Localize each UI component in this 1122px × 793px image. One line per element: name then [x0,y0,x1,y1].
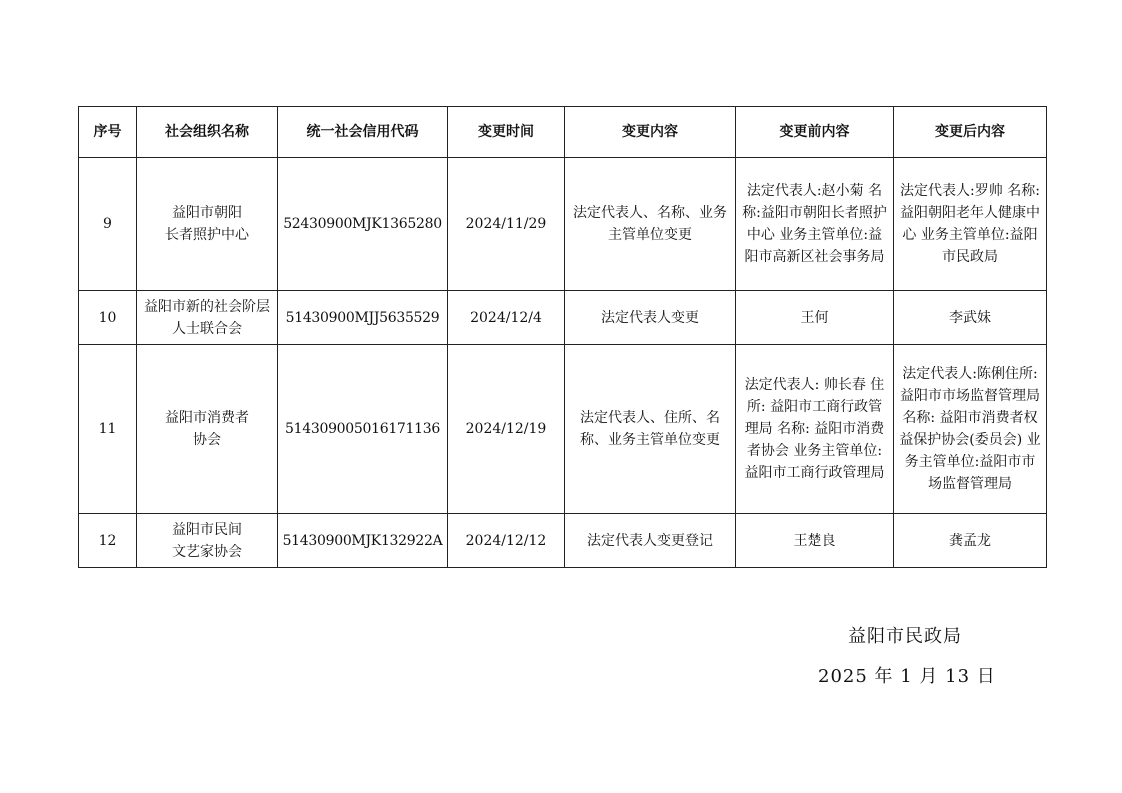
cell-after: 龚孟龙 [894,514,1047,568]
cell-org-name: 益阳市消费者 协会 [137,345,278,514]
cell-org-name: 益阳市新的社会阶层人士联合会 [137,291,278,345]
header-no: 序号 [79,107,137,158]
cell-change-content: 法定代表人变更 [565,291,736,345]
cell-no: 10 [79,291,137,345]
cell-after: 法定代表人:罗帅 名称:益阳朝阳老年人健康中心 业务主管单位:益阳市民政局 [894,158,1047,291]
cell-no: 12 [79,514,137,568]
cell-before: 法定代表人:赵小菊 名称:益阳市朝阳长者照护中心 业务主管单位:益阳市高新区社会事务局 [736,158,894,291]
cell-org-name: 益阳市朝阳 长者照护中心 [137,158,278,291]
cell-after: 李武妹 [894,291,1047,345]
issuing-organization: 益阳市民政局 [848,626,962,647]
cell-credit-code: 514309005016171136 [278,345,448,514]
cell-change-date: 2024/12/12 [448,514,565,568]
cell-change-content: 法定代表人、名称、业务主管单位变更 [565,158,736,291]
table-row [79,291,1047,345]
cell-after: 法定代表人:陈俐住所:益阳市市场监督管理局 名称: 益阳市消费者权益保护协会(委员会) 业务主管单位:益阳市市场监督管理局 [894,345,1047,514]
table-row [79,514,1047,568]
cell-change-date: 2024/11/29 [448,158,565,291]
cell-credit-code: 52430900MJK1365280 [278,158,448,291]
cell-org-name: 益阳市民间 文艺家协会 [137,514,278,568]
header-change-date: 变更时间 [448,107,565,158]
cell-change-content: 法定代表人、住所、名称、业务主管单位变更 [565,345,736,514]
cell-no: 9 [79,158,137,291]
cell-change-date: 2024/12/19 [448,345,565,514]
cell-change-content: 法定代表人变更登记 [565,514,736,568]
cell-no: 11 [79,345,137,514]
header-org-name: 社会组织名称 [137,107,278,158]
table-row [79,158,1047,291]
header-after: 变更后内容 [894,107,1047,158]
cell-before: 王楚良 [736,514,894,568]
header-change-content: 变更内容 [565,107,736,158]
cell-before: 法定代表人: 帅长春 住所: 益阳市工商行政管理局 名称: 益阳市消费者协会 业务主管单位:益阳市工商行政管理局 [736,345,894,514]
cell-credit-code: 51430900MJK132922A [278,514,448,568]
change-table [78,106,1047,568]
cell-credit-code: 51430900MJJ5635529 [278,291,448,345]
header-before: 变更前内容 [736,107,894,158]
cell-change-date: 2024/12/4 [448,291,565,345]
cell-before: 王何 [736,291,894,345]
table-row [79,345,1047,514]
issue-date: 2025 年 1 月 13 日 [818,666,996,687]
header-credit-code: 统一社会信用代码 [278,107,448,158]
header-row [79,107,1047,158]
